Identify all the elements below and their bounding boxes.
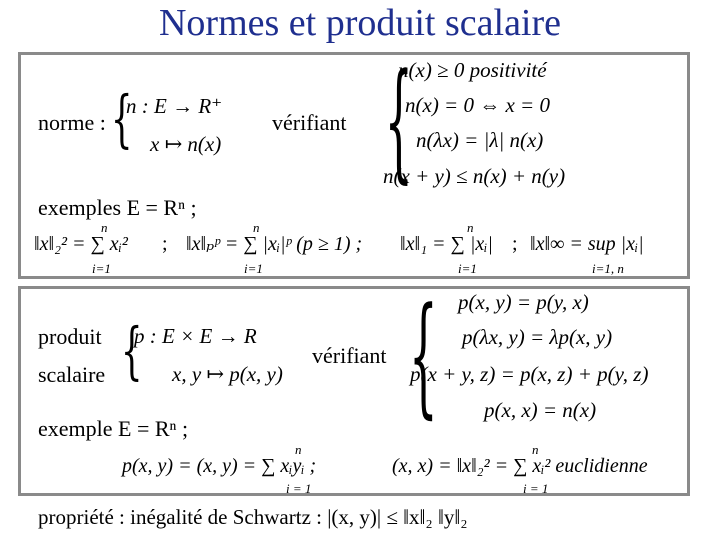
norm-prop-zero: n(x) = 0 ⇔ x = 0 — [405, 93, 550, 117]
norm-prop-homogeneity: n(λx) = |λ| n(x) — [416, 128, 544, 152]
scalar-prop-symmetry: p(x, y) = p(y, x) — [458, 290, 589, 314]
norminf-formula: ‖x‖∞ = sup |xᵢ| — [530, 233, 644, 255]
scalar-label-2: scalaire — [38, 362, 106, 387]
norm-examples-sep-1: ; — [162, 233, 168, 255]
scalar-label-1: produit — [38, 324, 102, 349]
slide-title: Normes et produit scalaire — [158, 2, 562, 44]
scalar-example-formula-2: (x, x) = ‖x‖₂² = ∑ xᵢ² euclidienne — [392, 455, 648, 477]
scalar-prop-linearity: p(λx, y) = λp(x, y) — [462, 325, 613, 349]
scalar-example-formula-1: p(x, y) = (x, y) = ∑ xᵢyᵢ ; — [122, 455, 317, 477]
scalar-verifying: vérifiant — [312, 343, 387, 368]
normp-formula: ‖x‖ₚᵖ = ∑ |xᵢ|ᵖ (p ≥ 1) ; — [186, 233, 363, 255]
norm1-formula: ‖x‖₁ = ∑ |xᵢ| — [400, 233, 493, 255]
scalar-map: p : E × E → R — [134, 324, 257, 348]
norm-props-brace-icon: { — [384, 47, 413, 196]
scalar-assoc: x, y ↦ p(x, y) — [172, 362, 283, 386]
norm-examples-sep-2: ; — [512, 233, 518, 255]
norm-prop-positivity: n(x) ≥ 0 positivité — [398, 58, 547, 82]
scalar-sum-top-2: n — [532, 442, 539, 457]
scalar-sum-bottom-2: i = 1 — [523, 481, 549, 496]
norm-brace-icon: { — [110, 82, 133, 155]
norm-prop-triangle: n(x + y) ≤ n(x) + n(y) — [383, 164, 566, 188]
norm1-sum-bottom: i=1 — [458, 261, 477, 276]
scalar-sum-bottom-1: i = 1 — [286, 481, 312, 496]
scalar-prop-additivity: p(x + y, z) = p(x, z) + p(y, z) — [410, 362, 649, 386]
scalar-sum-top-1: n — [295, 442, 302, 457]
norm-examples-label: exemples E = Rⁿ ; — [38, 195, 197, 220]
norm-map: n : E → R⁺ — [126, 94, 223, 118]
scalar-example-label: exemple E = Rⁿ ; — [38, 416, 189, 441]
scalar-prop-norm: p(x, x) = n(x) — [484, 398, 597, 422]
norm-verifying: vérifiant — [272, 110, 347, 135]
normp-sum-top: n — [253, 220, 260, 235]
norm-label: norme : — [38, 110, 106, 135]
schwartz-property: propriété : inégalité de Schwartz : |(x, y)| ≤ ‖x‖₂ ‖y‖₂ — [38, 505, 468, 529]
norm2-formula: ‖x‖₂² = ∑ xᵢ² — [34, 233, 128, 255]
norminf-sup-bottom: i=1, n — [592, 261, 624, 276]
scalar-brace-icon: { — [120, 314, 143, 387]
norm-assoc: x ↦ n(x) — [150, 132, 222, 156]
normp-sum-bottom: i=1 — [244, 261, 263, 276]
norm2-sum-top: n — [101, 220, 108, 235]
norm2-sum-bottom: i=1 — [92, 261, 111, 276]
norm1-sum-top: n — [467, 220, 474, 235]
scalar-props-brace-icon: { — [408, 279, 438, 431]
